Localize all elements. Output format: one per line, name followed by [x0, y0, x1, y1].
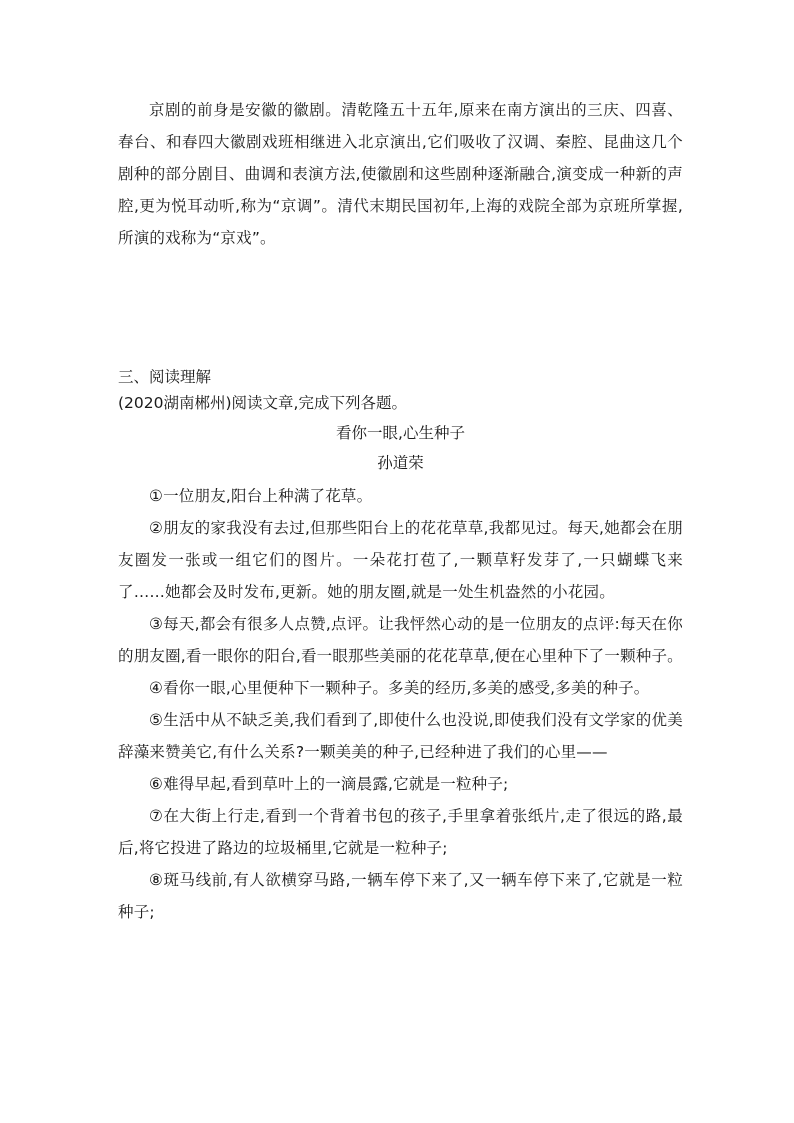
- article-paragraph: ⑦在大街上行走,看到一个背着书包的孩子,手里拿着张纸片,走了很远的路,最后,将它投进了路边的垃圾桶里,它就是一粒种子;: [118, 807, 683, 857]
- article-body: [118, 480, 683, 928]
- article-paragraph: ②朋友的家我没有去过,但那些阳台上的花花草草,我都见过。每天,她都会在朋友圈发一张或一组它们的图片。一朵花打苞了,一颗草籽发芽了,一只蝴蝶飞来了……她都会及时发布,更新。她的朋友圈,就是一处生机盎然的小花园。: [118, 519, 683, 601]
- article-paragraph: ④看你一眼,心里便种下一颗种子。多美的经历,多美的感受,多美的种子。: [149, 679, 650, 697]
- section-title: 三、阅读理解: [118, 368, 212, 386]
- document-page: [118, 94, 683, 928]
- article-paragraph: ⑥难得早起,看到草叶上的一滴晨露,它就是一粒种子;: [149, 775, 509, 793]
- article-author: 孙道荣: [377, 454, 424, 472]
- intro-paragraph: 京剧的前身是安徽的徽剧。清乾隆五十五年,原来在南方演出的三庆、四喜、春台、和春四大徽剧戏班相继进入北京演出,它们吸收了汉调、秦腔、昆曲这几个剧种的部分剧目、曲调和表演方法,使徽剧和这些剧种逐渐融合,演变成一种新的声腔,更为悦耳动听,称为“京调”。清代末期民国初年,上海的戏院全部为京班所掌握,所演的戏称为“京戏”。: [118, 101, 683, 247]
- article-paragraph: ①一位朋友,阳台上种满了花草。: [149, 487, 373, 505]
- question-source: (2020湖南郴州)阅读文章,完成下列各题。: [118, 394, 407, 412]
- article-paragraph: ③每天,都会有很多人点赞,点评。让我怦然心动的是一位朋友的点评:每天在你的朋友圈,看一眼你的阳台,看一眼那些美丽的花花草草,便在心里种下了一颗种子。: [118, 615, 683, 665]
- article-paragraph: ⑤生活中从不缺乏美,我们看到了,即使什么也没说,即使我们没有文学家的优美辞藻来赞美它,有什么关系?一颗美美的种子,已经种进了我们的心里——: [118, 711, 683, 761]
- article-title: 看你一眼,心生种子: [336, 424, 465, 442]
- article-paragraph: ⑧斑马线前,有人欲横穿马路,一辆车停下来了,又一辆车停下来了,它就是一粒种子;: [118, 871, 683, 921]
